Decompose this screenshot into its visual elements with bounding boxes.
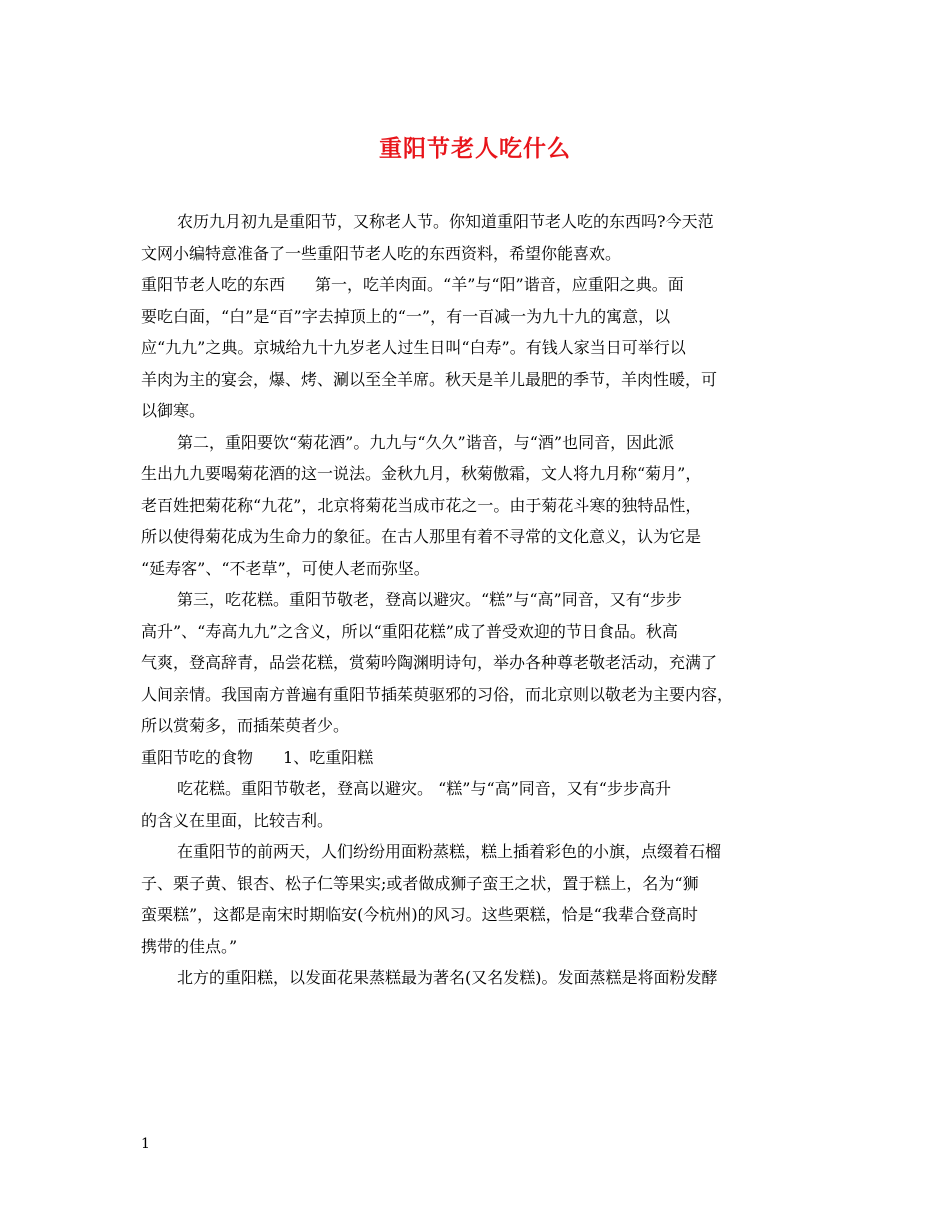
paragraph-line: 农历九月初九是重阳节，又称老人节。你知道重阳节老人吃的东西吗?今天范 <box>177 212 714 231</box>
section-label: 重阳节吃的食物 <box>141 747 254 767</box>
paragraph-line: 要吃白面，“白”是“百”字去掉顶上的“一”，有一百减一为九十九的寓意，以 <box>141 306 671 326</box>
paragraph-line: 老百姓把菊花称“九花”，北京将菊花当成市花之一。由于菊花斗寒的独特品性， <box>141 495 702 515</box>
paragraph-line: 蛮栗糕”，这都是南宋时期临安(今杭州)的风习。这些栗糕，恰是“我辈合登高时 <box>141 905 698 924</box>
paragraph-text: 第一，吃羊肉面。“羊”与“阳”谐音，应重阳之典。面 <box>315 275 684 294</box>
page-title: 重阳节老人吃什么 <box>379 135 571 162</box>
section-label: 重阳节老人吃的东西 <box>141 275 286 294</box>
paragraph-line: 人间亲情。我国南方普遍有重阳节插茱萸驱邪的习俗，而北京则以敬老为主要内容， <box>141 684 734 704</box>
paragraph-line: 羊肉为主的宴会，爆、烤、涮以至全羊席。秋天是羊儿最肥的季节，羊肉性暖，可 <box>141 369 718 389</box>
paragraph-line: 高升”、“寿高九九”之含义，所以“重阳花糕”成了普受欢迎的节日食品。秋高 <box>141 621 678 641</box>
paragraph-line: 北方的重阳糕，以发面花果蒸糕最为著名(又名发糕)。发面蒸糕是将面粉发酵 <box>177 968 718 987</box>
paragraph-line: 以御寒。 <box>141 401 206 420</box>
paragraph-line: 所以赏菊多，而插茱萸者少。 <box>141 716 350 735</box>
paragraph-line: “延寿客”、“不老草”，可使人老而弥坚。 <box>141 558 430 578</box>
section-line <box>141 269 825 301</box>
paragraph-line: 生出九九要喝菊花酒的这一说法。金秋九月，秋菊傲霜，文人将九月称“菊月”， <box>141 464 702 483</box>
paragraph-line: 第三，吃花糕。重阳节敬老，登高以避灾。“糕”与“高”同音，又有“步步 <box>177 590 682 609</box>
document-body <box>141 206 825 994</box>
paragraph-line: 携带的佳点。” <box>141 936 238 956</box>
paragraph-line: 所以使得菊花成为生命力的象征。在古人那里有着不寻常的文化意义，认为它是 <box>141 527 702 546</box>
paragraph-line: 应“九九”之典。京城给九十九岁老人过生日叫“白寿”。有钱人家当日可举行以 <box>141 338 686 357</box>
page-number: 1 <box>141 1136 150 1152</box>
paragraph-line: 的含义在里面，比较吉利。 <box>141 810 334 830</box>
paragraph-line: 第二，重阳要饮“菊花酒”。九九与“久久”谐音，与“酒”也同音，因此派 <box>177 432 675 452</box>
paragraph-line: 气爽，登高辞青，品尝花糕，赏菊吟陶渊明诗句，举办各种尊老敬老活动，充满了 <box>141 653 718 672</box>
section-heading: 1、吃重阳糕 <box>283 747 374 767</box>
paragraph-line: 子、栗子黄、银杏、松子仁等果实;或者做成狮子蛮王之状，置于糕上，名为“狮 <box>141 873 699 893</box>
paragraph-line: 吃花糕。重阳节敬老，登高以避灾。 “糕”与“高”同音，又有“步步高升 <box>177 779 671 798</box>
paragraph-line: 文网小编特意准备了一些重阳节老人吃的东西资料，希望你能喜欢。 <box>141 243 622 263</box>
paragraph-line: 在重阳节的前两天，人们纷纷用面粉蒸糕，糕上插着彩色的小旗，点缀着石榴 <box>177 842 722 861</box>
section-line <box>141 742 825 774</box>
